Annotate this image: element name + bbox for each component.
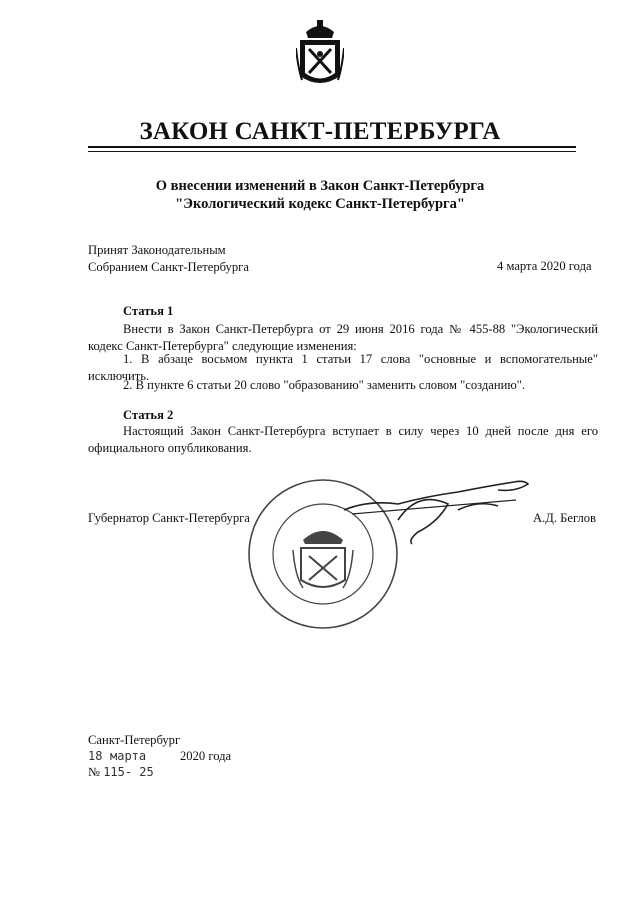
article-1-heading: Статья 1	[123, 304, 174, 318]
adopted-line-2: Собранием Санкт-Петербурга	[88, 259, 249, 274]
coat-of-arms-emblem	[296, 18, 344, 90]
document-subtitle	[0, 177, 640, 213]
footer-date	[88, 748, 231, 765]
footer-number	[88, 764, 154, 781]
article-1-item-1: 1. В абзаце восьмом пункта 1 статьи 17 слова "основные и вспомогательные" исключить.	[88, 352, 598, 383]
document-title: ЗАКОН САНКТ-ПЕТЕРБУРГА	[139, 118, 501, 145]
adopted-by	[88, 242, 249, 275]
subtitle-line-2: "Экологический кодекс Санкт-Петербурга"	[175, 196, 465, 212]
footer-year: 2020 года	[180, 749, 232, 763]
footer-day: 18	[88, 749, 103, 763]
footer-number-value: 115- 25	[103, 765, 154, 779]
footer-city: Санкт-Петербург	[88, 733, 181, 747]
footer-month: марта	[110, 749, 147, 763]
article-1-item-2: 2. В пункте 6 статьи 20 слово "образованию" заменить словом "созданию".	[123, 378, 526, 392]
adopted-line-1: Принят Законодательным	[88, 243, 226, 257]
governor-title: Губернатор Санкт-Петербурга	[88, 511, 250, 525]
title-rule-thick	[88, 146, 576, 148]
title-rule-thin	[88, 151, 576, 152]
governor-signature	[338, 470, 538, 550]
governor-name: А.Д. Беглов	[533, 511, 597, 525]
adopted-date: 4 марта 2020 года	[497, 259, 592, 273]
article-2-text: Настоящий Закон Санкт-Петербурга вступает в силу через 10 дней после дня его официального опубликования.	[88, 424, 598, 455]
article-1-text: Внести в Закон Санкт-Петербурга от 29 июня 2016 года № 455-88 "Экологический кодекс Санкт-Петербурга" следующие изменения:	[88, 322, 598, 353]
subtitle-line-1: О внесении изменений в Закон Санкт-Петербурга	[155, 178, 485, 194]
article-2-heading: Статья 2	[123, 408, 174, 422]
footer-number-prefix: №	[88, 765, 101, 779]
